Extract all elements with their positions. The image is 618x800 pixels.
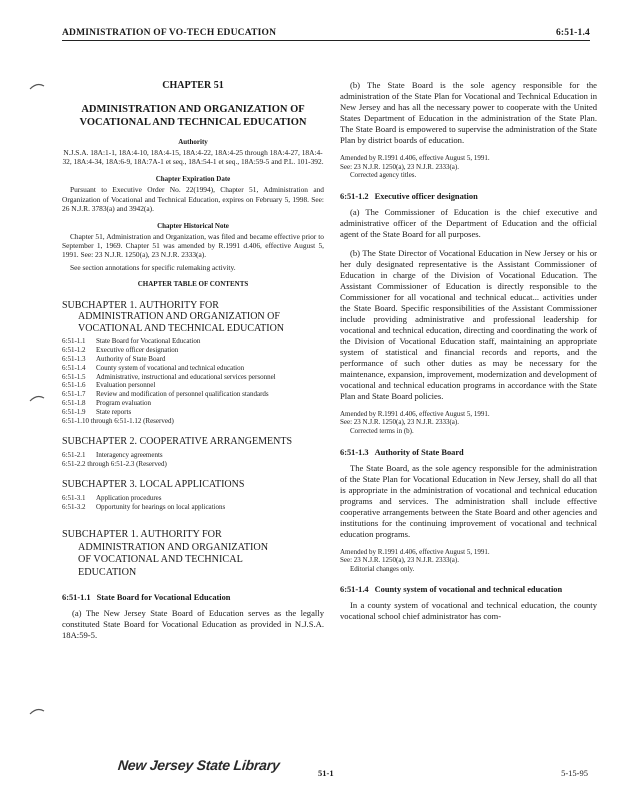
right-column xyxy=(340,80,597,630)
subchapter-1-line4: EDUCATION xyxy=(78,566,137,578)
toc-subchapter-1-list xyxy=(62,337,324,425)
subchapter-1-line2: ADMINISTRATION AND ORGANIZATION xyxy=(78,541,269,553)
toc-item xyxy=(62,451,324,460)
toc-item-title: Review and modification of personnel qualification standards xyxy=(96,390,269,399)
toc-item xyxy=(62,381,324,390)
section-1-1-para-a: (a) The New Jersey State Board of Education serves as the legally constituted State Board for Vocational Education as provided in N.J.S.A. 18A:59-5. xyxy=(62,608,324,641)
amendment-note: Corrected terms in (b). xyxy=(350,426,414,435)
amendment-note: Editorial changes only. xyxy=(350,564,415,573)
section-title: State Board for Vocational Education xyxy=(96,593,231,603)
toc-item xyxy=(62,337,324,346)
toc-item xyxy=(62,390,324,399)
toc-item-title: State reports xyxy=(96,407,132,416)
section-1-2-heading xyxy=(340,192,597,201)
section-1-2-para-a: (a) The Commissioner of Education is the chief executive and administrative officer of the Department of Education and the official agent of the State Board for all purposes. xyxy=(340,206,597,239)
amendment-line: Amended by R.1991 d.406, effective August 5, 1991. xyxy=(340,154,490,162)
expiration-text: Pursuant to Executive Order No. 22(1994), Chapter 51, Administration and Organization of Vocational and Technical Education, expires on February 5, 1998. See: 26 N.J.R. 3783(a) and 3942(a). xyxy=(62,185,324,213)
toc-item xyxy=(62,503,324,512)
expiration-heading: Chapter Expiration Date xyxy=(155,175,231,184)
toc-item xyxy=(62,364,324,373)
punch-mark xyxy=(28,80,46,92)
chapter-label: CHAPTER 51 xyxy=(162,80,224,91)
section-1-3-text: The State Board, as the sole agency responsible for the administration of the State Plan for Vocational Education in New Jersey, shall do all that is appropriate in the administration of vocational and technical education programs and services. The administration shall include effective cooperative arrangements between the State Board and other agencies and institutions for the continuing improvement of vocational and technical education programs. xyxy=(340,462,597,539)
subchapter-1-line1: SUBCHAPTER 1. AUTHORITY FOR xyxy=(62,529,222,541)
toc-item xyxy=(62,408,324,417)
toc-item xyxy=(62,346,324,355)
toc-item-title: State Board for Vocational Education xyxy=(96,337,201,346)
chapter-title: ADMINISTRATION AND ORGANIZATION OF VOCATIONAL AND TECHNICAL EDUCATION xyxy=(79,104,307,128)
section-1-3-amendment xyxy=(340,548,597,574)
library-stamp: New Jersey State Library xyxy=(117,757,281,773)
section-1-1-amendment xyxy=(340,154,597,180)
toc-item-title: County system of vocational and technical education xyxy=(96,363,245,372)
section-number: 6:51-1.2 xyxy=(340,191,369,201)
toc-heading: CHAPTER TABLE OF CONTENTS xyxy=(137,279,249,288)
authority-heading: Authority xyxy=(178,138,208,146)
punch-mark xyxy=(28,392,46,404)
authority-text: N.J.S.A. 18A:1-1, 18A:4-10, 18A:4-15, 18A:4-22, 18A:4-25 through 18A:4-27, 18A:4-32, 18A:4-34, 18A:6-9, 18A:7A-1 et seq., 18A:54-1 et seq., 18A:59-5 and P.L. 101-392. xyxy=(62,148,324,167)
toc-subchapter-1-heading xyxy=(62,300,324,335)
toc-subchapter-3-list xyxy=(62,494,324,512)
section-1-1-para-b: (b) The State Board is the sole agency responsible for the administration of the State Plan for Vocational and Technical Education in New Jersey and has all the necessary power to cooperate with the United States Department of Education in the administration of the State Plan. The State Board is empowered to supervise the administration of the State Plan by district boards of education. xyxy=(340,80,597,145)
historical-note-heading: Chapter Historical Note xyxy=(157,222,229,231)
toc-item xyxy=(62,373,324,382)
section-1-1-heading xyxy=(62,593,324,602)
section-title: County system of vocational and technical education xyxy=(374,585,563,595)
toc-item-number: 6:51-1.8 xyxy=(62,398,86,407)
header-section-number: 6:51-1.4 xyxy=(555,28,590,38)
toc-item-number: 6:51-1.3 xyxy=(62,354,86,363)
header-title: ADMINISTRATION OF VO-TECH EDUCATION xyxy=(62,28,277,38)
toc-sub1-line2: ADMINISTRATION AND ORGANIZATION OF xyxy=(78,311,280,323)
toc-subchapter-2-list xyxy=(62,451,324,469)
toc-item-number: 6:51-1.6 xyxy=(62,381,86,390)
toc-item-number: 6:51-1.5 xyxy=(62,372,86,381)
toc-reserved: 6:51-2.2 through 6:51-2.3 (Reserved) xyxy=(62,459,167,468)
toc-item-number: 6:51-3.2 xyxy=(62,502,86,511)
page-number: 51-1 xyxy=(318,768,334,778)
section-title: Authority of State Board xyxy=(374,447,464,457)
toc-item-number: 6:51-1.4 xyxy=(62,363,86,372)
toc-item xyxy=(62,399,324,408)
subchapter-1-line3: OF VOCATIONAL AND TECHNICAL xyxy=(78,554,243,566)
toc-subchapter-3-heading: SUBCHAPTER 3. LOCAL APPLICATIONS xyxy=(62,479,245,491)
toc-item-number: 6:51-1.9 xyxy=(62,407,86,416)
toc-subchapter-2-heading: SUBCHAPTER 2. COOPERATIVE ARRANGEMENTS xyxy=(62,436,293,448)
section-number: 6:51-1.3 xyxy=(340,447,369,457)
toc-item xyxy=(62,355,324,364)
toc-item-number: 6:51-3.1 xyxy=(62,493,86,502)
section-title: Executive officer designation xyxy=(374,191,478,201)
section-1-3-heading xyxy=(340,448,597,457)
toc-item-number: 6:51-1.7 xyxy=(62,390,86,399)
running-header xyxy=(62,28,590,41)
section-1-4-heading xyxy=(340,585,597,594)
toc-item xyxy=(62,494,324,503)
section-1-2-amendment xyxy=(340,410,597,436)
punch-mark xyxy=(28,705,46,717)
toc-item-title: Executive officer designation xyxy=(96,346,179,355)
toc-sub1-line1: SUBCHAPTER 1. AUTHORITY FOR xyxy=(62,299,219,311)
amendment-line: Amended by R.1991 d.406, effective August 5, 1991. xyxy=(340,409,490,418)
amendment-note: Corrected agency titles. xyxy=(350,171,417,180)
toc-item-number: 6:51-1.2 xyxy=(62,346,86,355)
historical-note-text: Chapter 51, Administration and Organization, was filed and became effective prior to September 1, 1969. Chapter 51 was amended by R.1991 d.406, effective August 5, 1991. See: 23 N.J.R. 1250(a), 23 N.J.R. 2333(a). xyxy=(62,232,324,260)
toc-sub1-line3: VOCATIONAL AND TECHNICAL EDUCATION xyxy=(78,322,285,334)
toc-item-title: Administrative, instructional and educational services personnel xyxy=(96,372,276,381)
amendment-see: See: 23 N.J.R. 1250(a), 23 N.J.R. 2333(a). xyxy=(340,418,459,427)
toc-item-title: Program evaluation xyxy=(96,398,152,407)
toc-item-title: Opportunity for hearings on local applications xyxy=(96,502,226,511)
amendment-see: See: 23 N.J.R. 1250(a), 23 N.J.R. 2333(a). xyxy=(340,162,459,171)
toc-item-title: Application procedures xyxy=(96,493,162,502)
toc-item-title: Authority of State Board xyxy=(96,354,166,363)
toc-item-number: 6:51-1.1 xyxy=(62,337,86,346)
toc-item-title: Evaluation personnel xyxy=(96,381,156,390)
subchapter-1-heading xyxy=(62,529,324,579)
section-number: 6:51-1.4 xyxy=(340,585,369,595)
amendment-line: Amended by R.1991 d.406, effective August 5, 1991. xyxy=(340,547,490,556)
section-number: 6:51-1.1 xyxy=(62,593,91,603)
left-column xyxy=(62,80,324,649)
toc-reserved: 6:51-1.10 through 6:51-1.12 (Reserved) xyxy=(62,416,174,425)
section-1-2-para-b: (b) The State Director of Vocational Education in New Jersey or his or her duly designated representative is the Assistant Commissioner of Education in charge of the Division of Vocational Education. The Assistant Commissioner of Education is directly responsible to the Commissioner for all vocational and technical educat... activities under the State Board. Specific responsibilities of the Assistant Commissioner include providing administrative and professional leadership for vocational and technical education, directing and coordinating the work of the Division of Vocational Education staff, maintaining an appropriate system of statistical and financial records and reports, and the performance of such other duties as may be necessary for the maintenance, expansion, improvement, modernization and development of vocational and technical education programs in accordance with the State Plan and State Board policies. xyxy=(340,247,598,401)
toc-item-title: Interagency agreements xyxy=(96,450,163,459)
section-1-4-text: In a county system of vocational and technical education, the county vocational school chief administrator has com- xyxy=(340,600,597,622)
revision-date: 5-15-95 xyxy=(561,768,588,778)
amendment-see: See: 23 N.J.R. 1250(a), 23 N.J.R. 2333(a). xyxy=(340,556,459,565)
see-annotations-note: See section annotations for specific rulemaking activity. xyxy=(70,262,236,272)
toc-item-number: 6:51-2.1 xyxy=(62,450,86,459)
